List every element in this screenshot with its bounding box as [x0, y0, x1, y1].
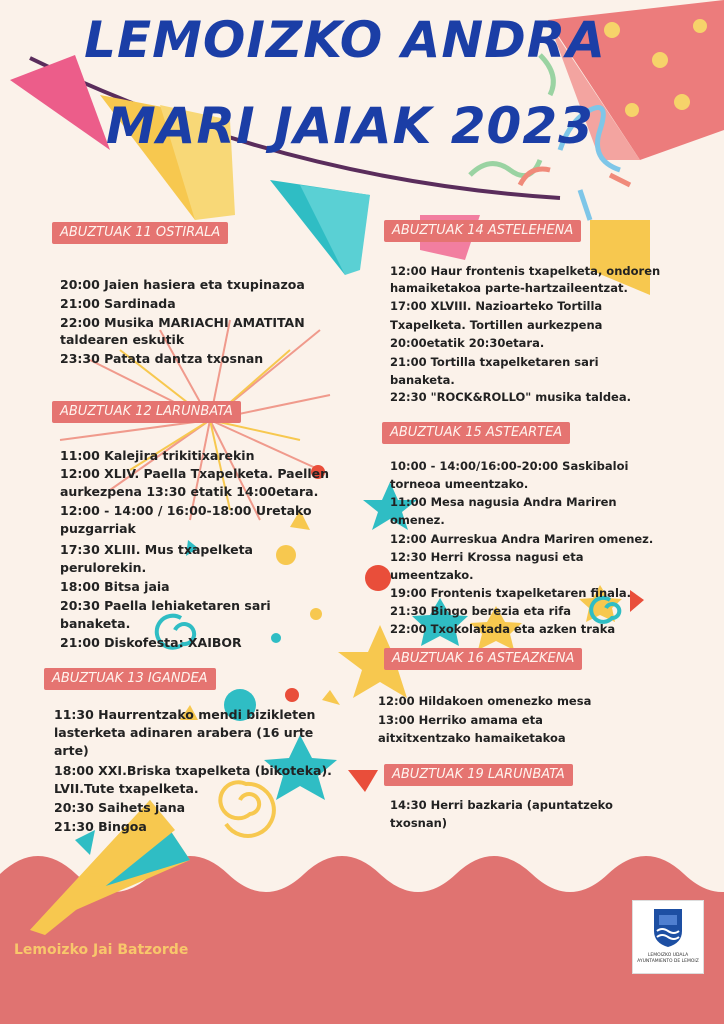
day-label-12: ABUZTUAK 12 LARUNBATA	[52, 401, 241, 423]
event-item: 11:00 Kalejira trikitixarekin	[60, 448, 255, 463]
event-item: 11:00 Mesa nagusia Andra Mariren	[390, 495, 617, 509]
event-item: 22:30 "ROCK&ROLLO" musika taldea.	[390, 390, 631, 404]
event-item: 20:00etatik 20:30etara.	[390, 336, 545, 350]
event-item: 20:30 Paella lehiaketaren sari	[60, 598, 271, 613]
event-item: 21:30 Bingoa	[54, 819, 147, 834]
event-item: 11:30 Haurrentzako mendi bizikleten	[54, 707, 316, 722]
event-item: 21:00 Tortilla txapelketaren sari	[390, 355, 599, 369]
event-item: 12:00 Haur frontenis txapelketa, ondoren	[390, 264, 661, 278]
event-item: torneoa umeentzako.	[390, 477, 529, 491]
event-item: 12:00 XLIV. Paella Txapelketa. Paellen	[60, 466, 330, 481]
event-item: 19:00 Frontenis txapelketaren finala.	[390, 586, 632, 600]
event-item: 12:00 Hildakoen omenezko mesa	[378, 694, 592, 708]
event-item: perulorekin.	[60, 560, 147, 575]
event-item: 22:00 Musika MARIACHI AMATITAN	[60, 315, 305, 330]
event-item: 21:30 Bingo berezia eta rifa	[390, 604, 571, 618]
event-item: 18:00 XXI.Briska txapelketa (bikoteka).	[54, 763, 332, 778]
event-item: lasterketa adinaren arabera (16 urte	[54, 725, 314, 740]
event-item: banaketa.	[60, 616, 131, 631]
event-item: 12:30 Herri Krossa nagusi eta	[390, 550, 584, 564]
event-item: 20:00 Jaien hasiera eta txupinazoa	[60, 277, 305, 292]
event-item: LVII.Tute txapelketa.	[54, 781, 199, 796]
page-title: LEMOIZKO ANDRA	[84, 11, 606, 69]
event-item: txosnan)	[390, 816, 448, 830]
event-item: hamaiketakoa parte-hartzaileentzat.	[390, 281, 628, 295]
event-item: 17:30 XLIII. Mus txapelketa	[60, 542, 253, 557]
event-item: 21:00 Diskofesta: XAIBOR	[60, 635, 242, 650]
municipality-logo	[632, 900, 704, 974]
event-item: omenez.	[390, 513, 445, 527]
day-label-15: ABUZTUAK 15 ASTEARTEA	[382, 422, 570, 444]
day-label-13: ABUZTUAK 13 IGANDEA	[44, 668, 216, 690]
event-item: 20:30 Saihets jana	[54, 800, 186, 815]
event-item: 12:00 Aurreskua Andra Mariren omenez.	[390, 532, 654, 546]
event-item: 12:00 - 14:00 / 16:00-18:00 Uretako	[60, 503, 312, 518]
event-item: 22:00 Txokolatada eta azken traka	[390, 622, 616, 636]
logo-caption: LEMOIZKO UDALA	[647, 953, 689, 958]
day-label-14: ABUZTUAK 14 ASTELEHENA	[384, 220, 581, 242]
event-item: 13:00 Herriko amama eta	[378, 713, 543, 727]
event-item: 17:00 XLVIII. Nazioarteko Tortilla	[390, 299, 603, 313]
event-item: 21:00 Sardinada	[60, 296, 176, 311]
event-item: 18:00 Bitsa jaia	[60, 579, 170, 594]
page-title-line-2: MARI JAIAK 2023	[106, 97, 594, 155]
event-item: taldearen eskutik	[60, 332, 185, 347]
day-label-16: ABUZTUAK 16 ASTEAZKENA	[384, 648, 582, 670]
event-item: Txapelketa. Tortillen aurkezpena	[390, 318, 603, 332]
coat-of-arms-icon	[633, 901, 703, 953]
event-item: aurkezpena 13:30 etatik 14:00etara.	[60, 484, 319, 499]
event-item: aitxitxentzako hamaiketakoa	[378, 731, 566, 745]
organizer-name: Lemoizko Jai Batzorde	[14, 942, 189, 958]
event-item: puzgarriak	[60, 521, 136, 536]
event-item: umeentzako.	[390, 568, 474, 582]
day-label-11: ABUZTUAK 11 OSTIRALA	[52, 222, 228, 244]
event-item: banaketa.	[390, 373, 455, 387]
day-label-19: ABUZTUAK 19 LARUNBATA	[384, 764, 573, 786]
logo-caption: AYUNTAMIENTO DE LEMOIZ	[637, 959, 699, 964]
event-item: arte)	[54, 743, 89, 758]
event-item: 10:00 - 14:00/16:00-20:00 Saskibaloi	[390, 459, 629, 473]
event-item: 23:30 Patata dantza txosnan	[60, 351, 264, 366]
event-item: 14:30 Herri bazkaria (apuntatzeko	[390, 798, 613, 812]
